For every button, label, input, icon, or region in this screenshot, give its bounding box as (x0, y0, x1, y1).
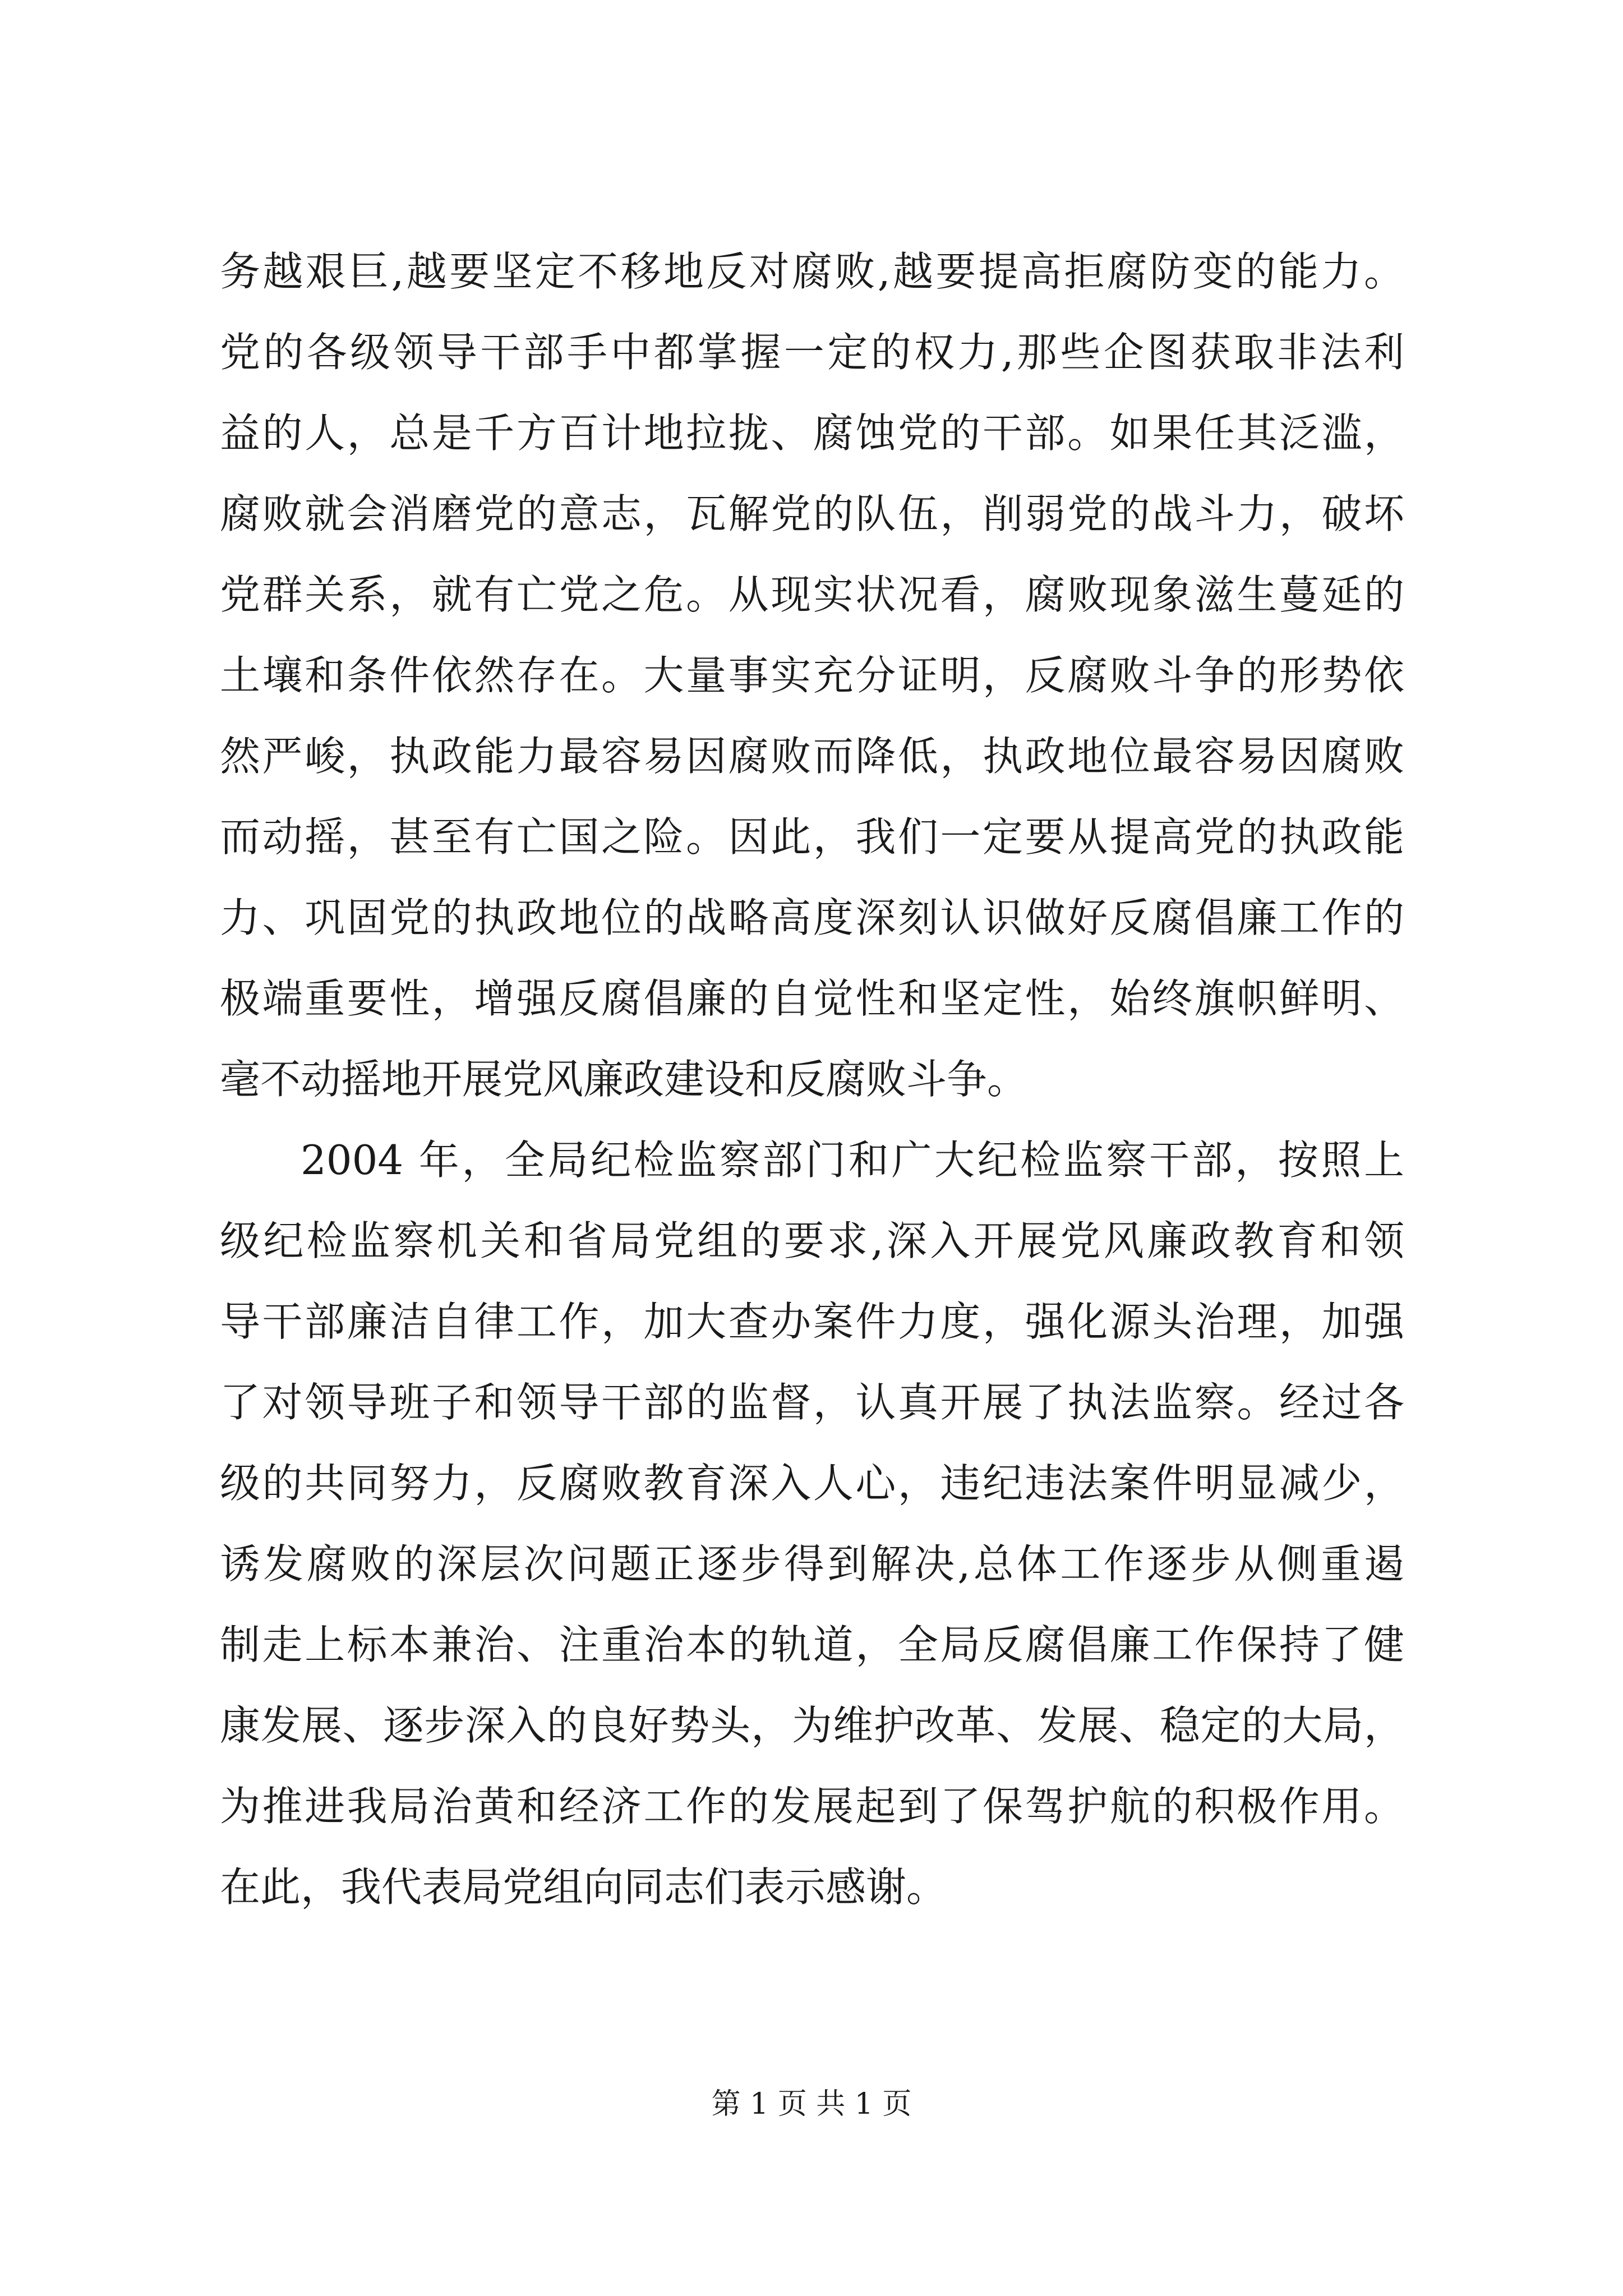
page-number-footer: 第 1 页 共 1 页 (711, 2087, 912, 2121)
paragraph-1-line-2: 党的各级领导干部手中都掌握一定的权力,那些企图获取非法利 (220, 329, 1404, 376)
paragraph-1-line-10: 极端重要性，增强反腐倡廉的自觉性和坚定性，始终旗帜鲜明、 (220, 975, 1404, 1022)
paragraph-1-line-1: 务越艰巨,越要坚定不移地反对腐败,越要提高拒腐防变的能力。 (220, 248, 1404, 295)
paragraph-2-line-5: 级的共同努力，反腐败教育深入人心，违纪违法案件明显减少， (220, 1460, 1404, 1507)
paragraph-1-line-11: 毫不动摇地开展党风廉政建设和反腐败斗争。 (220, 1056, 1028, 1103)
paragraph-2-line-1: 2004 年，全局纪检监察部门和广大纪检监察干部，按照上 (301, 1137, 1404, 1184)
paragraph-1-line-3: 益的人，总是千方百计地拉拢、腐蚀党的干部。如果任其泛滥， (220, 409, 1404, 457)
paragraph-2-line-2: 级纪检监察机关和省局党组的要求,深入开展党风廉政教育和领 (220, 1217, 1404, 1264)
paragraph-2-line-8: 康发展、逐步深入的良好势头，为维护改革、发展、稳定的大局， (220, 1702, 1404, 1749)
paragraph-1-line-4: 腐败就会消磨党的意志，瓦解党的队伍，削弱党的战斗力，破坏 (220, 490, 1404, 537)
paragraph-2-line-10: 在此，我代表局党组向同志们表示感谢。 (220, 1864, 947, 1911)
paragraph-2-line-9: 为推进我局治黄和经济工作的发展起到了保驾护航的积极作用。 (220, 1783, 1404, 1830)
paragraph-2-line-4: 了对领导班子和领导干部的监督，认真开展了执法监察。经过各 (220, 1379, 1404, 1426)
paragraph-2-line-6: 诱发腐败的深层次问题正逐步得到解决,总体工作逐步从侧重遏 (220, 1540, 1404, 1588)
paragraph-1-line-5: 党群关系，就有亡党之危。从现实状况看，腐败现象滋生蔓延的 (220, 571, 1404, 618)
paragraph-1-line-9: 力、巩固党的执政地位的战略高度深刻认识做好反腐倡廉工作的 (220, 894, 1404, 941)
paragraph-2-line-7: 制走上标本兼治、注重治本的轨道，全局反腐倡廉工作保持了健 (220, 1621, 1404, 1668)
paragraph-1-line-7: 然严峻，执政能力最容易因腐败而降低，执政地位最容易因腐败 (220, 733, 1404, 780)
paragraph-2-line-3: 导干部廉洁自律工作，加大查办案件力度，强化源头治理，加强 (220, 1298, 1404, 1345)
paragraph-1-line-6: 土壤和条件依然存在。大量事实充分证明，反腐败斗争的形势依 (220, 652, 1404, 699)
paragraph-1-line-8: 而动摇，甚至有亡国之险。因此，我们一定要从提高党的执政能 (220, 813, 1404, 861)
